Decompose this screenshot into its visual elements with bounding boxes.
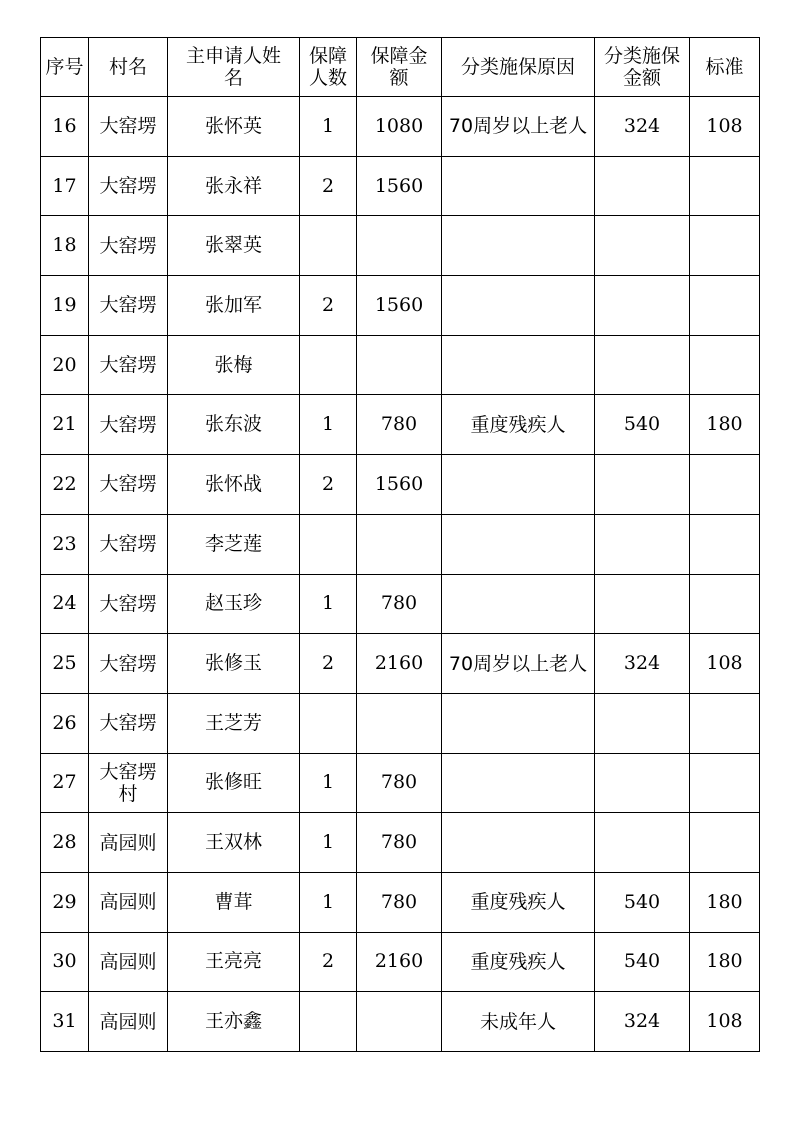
cell-persons [300,992,357,1052]
cell-class-amount [595,693,690,753]
cell-persons: 2 [300,455,357,515]
cell-persons [300,216,357,276]
table-row [41,753,760,813]
cell-applicant: 张怀英 [168,97,300,157]
cell-amount: 780 [357,574,442,634]
cell-persons: 1 [300,872,357,932]
cell-applicant: 张梅 [168,335,300,395]
cell-standard [690,156,760,216]
table-row [41,455,760,515]
cell-applicant: 张东波 [168,395,300,455]
cell-standard [690,276,760,336]
cell-amount: 780 [357,872,442,932]
cell-standard: 108 [690,97,760,157]
header-applicant: 主申请人姓名 [168,38,300,97]
cell-applicant: 王亦鑫 [168,992,300,1052]
cell-applicant: 张怀战 [168,455,300,515]
cell-village: 大窑塄 [89,634,168,694]
cell-reason [442,276,595,336]
cell-class-amount [595,753,690,813]
table-row [41,634,760,694]
cell-persons [300,693,357,753]
cell-applicant: 王芝芳 [168,693,300,753]
cell-seq: 27 [41,753,89,813]
cell-village: 大窑塄 [89,395,168,455]
cell-amount [357,514,442,574]
table-row [41,574,760,634]
cell-class-amount [595,455,690,515]
cell-applicant: 曹茸 [168,872,300,932]
cell-seq: 31 [41,992,89,1052]
cell-applicant: 王亮亮 [168,932,300,992]
cell-reason [442,455,595,515]
table-body [41,97,760,1052]
cell-amount [357,693,442,753]
cell-class-amount [595,276,690,336]
welfare-table [40,37,760,1052]
cell-reason [442,156,595,216]
cell-seq: 18 [41,216,89,276]
header-village: 村名 [89,38,168,97]
cell-amount: 780 [357,395,442,455]
cell-class-amount [595,156,690,216]
cell-class-amount [595,574,690,634]
cell-village: 大窑塄 [89,156,168,216]
table-row [41,395,760,455]
header-amount: 保障金额 [357,38,442,97]
cell-amount [357,992,442,1052]
cell-class-amount [595,813,690,873]
cell-applicant: 张永祥 [168,156,300,216]
cell-standard [690,455,760,515]
cell-applicant: 张修玉 [168,634,300,694]
cell-village: 大窑塄 [89,335,168,395]
header-persons: 保障人数 [300,38,357,97]
cell-village: 大窑塄 [89,216,168,276]
cell-standard [690,574,760,634]
cell-seq: 30 [41,932,89,992]
header-standard: 标准 [690,38,760,97]
cell-standard: 180 [690,872,760,932]
cell-amount: 2160 [357,932,442,992]
table-row [41,932,760,992]
table-row [41,97,760,157]
cell-reason [442,753,595,813]
cell-persons: 2 [300,932,357,992]
cell-seq: 25 [41,634,89,694]
cell-applicant: 赵玉珍 [168,574,300,634]
cell-reason: 70周岁以上老人 [442,97,595,157]
cell-persons [300,335,357,395]
cell-reason [442,216,595,276]
cell-seq: 29 [41,872,89,932]
cell-amount: 1560 [357,276,442,336]
cell-reason [442,693,595,753]
cell-standard: 108 [690,634,760,694]
table-row [41,216,760,276]
cell-class-amount [595,514,690,574]
cell-reason: 重度残疾人 [442,932,595,992]
cell-amount: 2160 [357,634,442,694]
cell-village: 大窑塄 [89,574,168,634]
cell-village: 大窑塄 [89,514,168,574]
cell-village: 大窑塄村 [89,753,168,813]
cell-seq: 20 [41,335,89,395]
cell-standard [690,335,760,395]
cell-village: 高园则 [89,872,168,932]
cell-standard [690,216,760,276]
table-row [41,335,760,395]
header-class-amount: 分类施保金额 [595,38,690,97]
cell-amount: 1080 [357,97,442,157]
cell-class-amount: 324 [595,992,690,1052]
cell-seq: 24 [41,574,89,634]
cell-village: 大窑塄 [89,693,168,753]
cell-reason [442,574,595,634]
header-row [41,38,760,97]
cell-amount [357,216,442,276]
cell-amount: 1560 [357,156,442,216]
cell-standard [690,693,760,753]
cell-village: 高园则 [89,813,168,873]
cell-standard [690,813,760,873]
cell-seq: 17 [41,156,89,216]
cell-persons: 2 [300,276,357,336]
cell-reason [442,335,595,395]
cell-applicant: 张加军 [168,276,300,336]
cell-persons: 2 [300,634,357,694]
cell-class-amount: 324 [595,97,690,157]
cell-persons: 1 [300,97,357,157]
table-row [41,813,760,873]
cell-class-amount: 324 [595,634,690,694]
cell-amount [357,335,442,395]
cell-applicant: 王双林 [168,813,300,873]
cell-class-amount [595,335,690,395]
cell-standard: 108 [690,992,760,1052]
cell-village: 高园则 [89,932,168,992]
cell-applicant: 张翠英 [168,216,300,276]
cell-seq: 19 [41,276,89,336]
cell-standard: 180 [690,395,760,455]
cell-reason: 重度残疾人 [442,395,595,455]
cell-persons: 1 [300,395,357,455]
cell-village: 大窑塄 [89,455,168,515]
cell-seq: 22 [41,455,89,515]
table-row [41,514,760,574]
cell-village: 大窑塄 [89,276,168,336]
cell-persons [300,514,357,574]
cell-seq: 21 [41,395,89,455]
cell-reason: 70周岁以上老人 [442,634,595,694]
table-row [41,276,760,336]
cell-persons: 1 [300,753,357,813]
cell-seq: 23 [41,514,89,574]
cell-amount: 1560 [357,455,442,515]
cell-persons: 1 [300,813,357,873]
cell-seq: 26 [41,693,89,753]
cell-class-amount: 540 [595,932,690,992]
cell-persons: 1 [300,574,357,634]
table-row [41,872,760,932]
cell-village: 高园则 [89,992,168,1052]
cell-reason: 未成年人 [442,992,595,1052]
cell-village: 大窑塄 [89,97,168,157]
cell-standard: 180 [690,932,760,992]
cell-applicant: 李芝莲 [168,514,300,574]
cell-reason [442,514,595,574]
cell-standard [690,514,760,574]
cell-class-amount: 540 [595,872,690,932]
cell-seq: 28 [41,813,89,873]
cell-reason [442,813,595,873]
table-row [41,156,760,216]
cell-amount: 780 [357,813,442,873]
table-row [41,992,760,1052]
table-row [41,693,760,753]
cell-class-amount: 540 [595,395,690,455]
cell-class-amount [595,216,690,276]
cell-reason: 重度残疾人 [442,872,595,932]
cell-standard [690,753,760,813]
cell-amount: 780 [357,753,442,813]
cell-seq: 16 [41,97,89,157]
header-seq: 序号 [41,38,89,97]
header-reason: 分类施保原因 [442,38,595,97]
cell-applicant: 张修旺 [168,753,300,813]
cell-persons: 2 [300,156,357,216]
